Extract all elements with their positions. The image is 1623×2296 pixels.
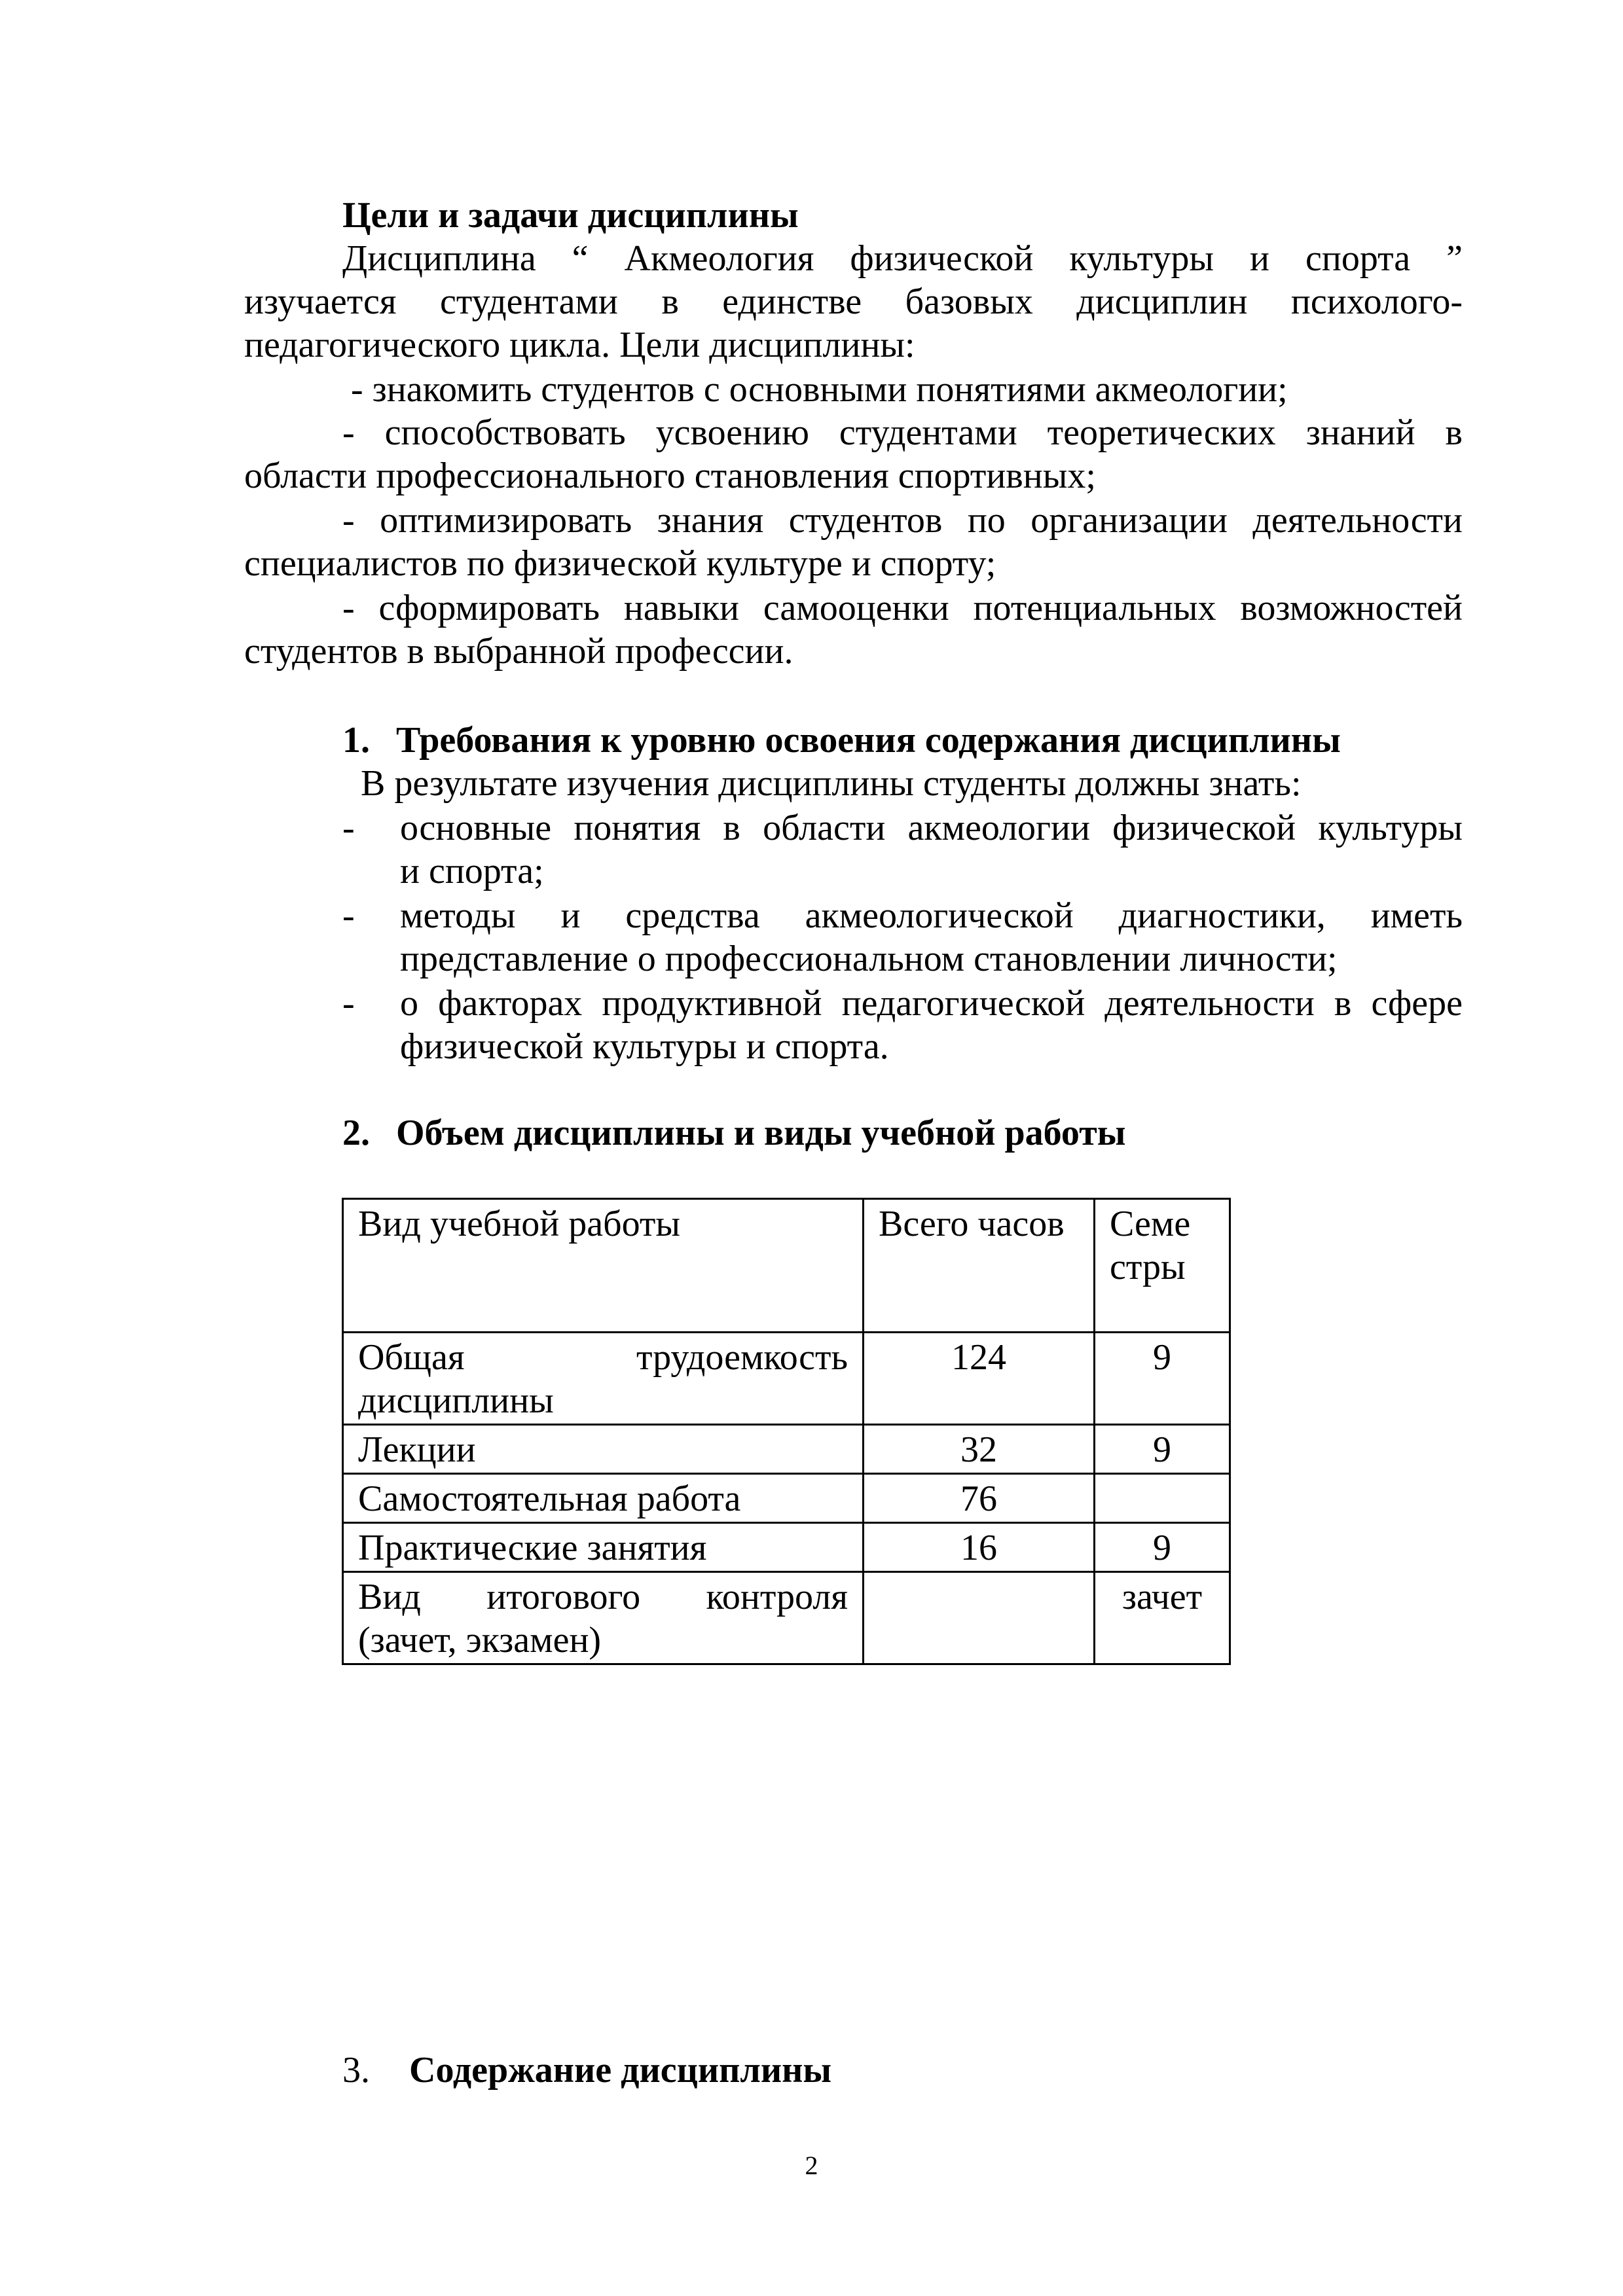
cell-line: (зачет, экзамен) [358, 1620, 602, 1660]
section1-list-item: методы и средства акмеологической диагностики, иметь [400, 895, 1463, 936]
goals-item: - знакомить студентов с основными понятиями акмеологии; [351, 369, 1288, 410]
section3-title: Содержание дисциплины [409, 2050, 832, 2090]
cell-word: трудоемкость [636, 1337, 848, 1378]
goals-paragraph-line: педагогического цикла. Цели дисциплины: [244, 325, 915, 365]
table-row [343, 1523, 1230, 1572]
table-row [343, 1474, 1230, 1523]
cell-work-type: Лекции [343, 1425, 864, 1474]
cell-semester [1095, 1474, 1230, 1523]
cell-hours: 76 [864, 1474, 1095, 1523]
cell-line: дисциплины [358, 1380, 554, 1421]
header-total-hours: Всего часов [864, 1199, 1095, 1333]
cell-word: контроля [706, 1577, 848, 1617]
table-row [343, 1572, 1230, 1664]
goals-heading: Цели и задачи дисциплины [342, 195, 799, 236]
study-volume-table [342, 1198, 1231, 1665]
header-semesters [1095, 1199, 1230, 1333]
bullet-dash: - [342, 895, 355, 936]
section1-list-item: основные понятия в области акмеологии физической культуры [400, 808, 1463, 848]
section1-list-item: о факторах продуктивной педагогической деятельности в сфере [400, 983, 1463, 1024]
cell-semester: 9 [1095, 1333, 1230, 1425]
table-row [343, 1333, 1230, 1425]
section3-number: 3. [342, 2050, 370, 2090]
section1-list-item: физической культуры и спорта. [400, 1026, 889, 1067]
goals-paragraph-line: Дисциплина “ Акмеология физической культуры и спорта ” [342, 238, 1463, 279]
cell-work-type [343, 1333, 864, 1425]
cell-semester: 9 [1095, 1523, 1230, 1572]
cell-hours: 16 [864, 1523, 1095, 1572]
section2-number: 2. [342, 1113, 370, 1153]
cell-hours: 32 [864, 1425, 1095, 1474]
section1-number: 1. [342, 720, 370, 761]
cell-work-type [343, 1572, 864, 1664]
section1-list-item: представление о профессиональном становлении личности; [400, 939, 1338, 979]
cell-hours [864, 1572, 1095, 1664]
cell-word: итогового [486, 1577, 641, 1617]
goals-item: специалистов по физической культуре и спорту; [244, 543, 996, 584]
goals-item: области профессионального становления спортивных; [244, 456, 1096, 496]
goals-item: - способствовать усвоению студентами теоретических знаний в [342, 412, 1463, 453]
cell-word: Вид [358, 1577, 421, 1617]
section1-intro: В результате изучения дисциплины студенты должны знать: [361, 763, 1302, 804]
section1-list-item: и спорта; [400, 851, 544, 891]
goals-paragraph-line: изучается студентами в единстве базовых дисциплин психолого- [244, 281, 1463, 322]
section2-title: Объем дисциплины и виды учебной работы [396, 1113, 1126, 1153]
cell-semester: зачет [1095, 1572, 1230, 1664]
goals-item: - оптимизировать знания студентов по организации деятельности [342, 500, 1463, 541]
cell-work-type: Самостоятельная работа [343, 1474, 864, 1523]
cell-work-type: Практические занятия [343, 1523, 864, 1572]
table-row [343, 1425, 1230, 1474]
header-work-type: Вид учебной работы [343, 1199, 864, 1333]
cell-word: Общая [358, 1337, 465, 1378]
bullet-dash: - [342, 808, 355, 848]
bullet-dash: - [342, 983, 355, 1024]
header-semesters-line: стры [1110, 1247, 1186, 1287]
goals-item: студентов в выбранной профессии. [244, 631, 793, 672]
page-number: 2 [805, 2151, 818, 2180]
table-header-row [343, 1199, 1230, 1333]
header-semesters-line: Семе [1110, 1204, 1191, 1244]
cell-hours: 124 [864, 1333, 1095, 1425]
cell-semester: 9 [1095, 1425, 1230, 1474]
goals-item: - сформировать навыки самооценки потенциальных возможностей [342, 588, 1463, 628]
section1-title: Требования к уровню освоения содержания дисциплины [396, 720, 1341, 761]
